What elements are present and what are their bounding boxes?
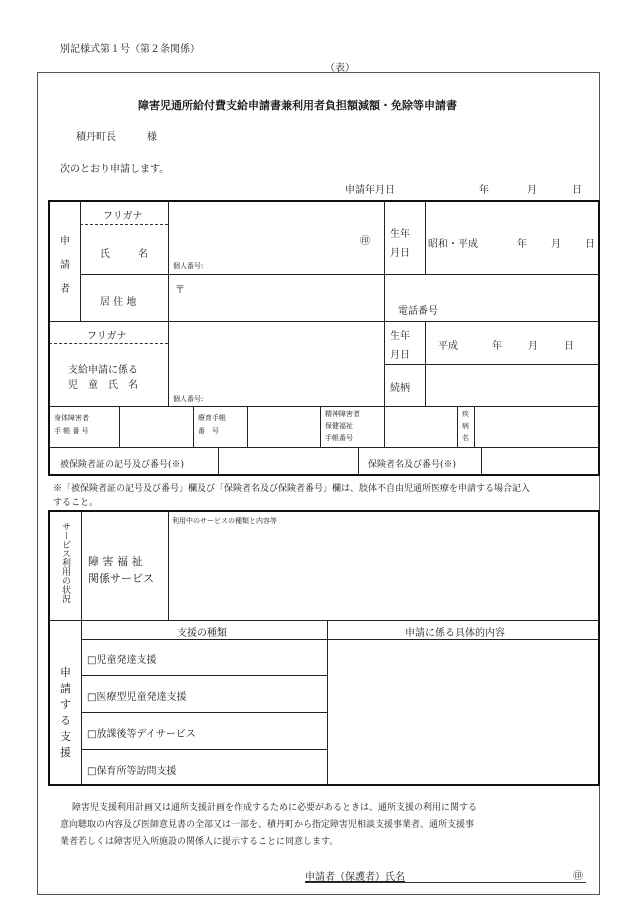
insurance-note-line-1: ※「被保険者証の記号及び番号」欄及び「保険者名及び保険者番号」欄は、肢体不自由児通所医療を申請する場合記入 [53,484,531,494]
child-birth-year: 年 [492,341,502,352]
service-category-1: 障 害 福 祉 [88,555,143,568]
form-id: 別記様式第１号（第２条関係） [60,44,200,55]
applicant-phone-label: 電話番号 [398,306,438,317]
child-name-label-2: 児 童 氏 名 [68,380,138,391]
postal-mark: 〒 [175,285,185,296]
disease-name-field[interactable] [475,407,599,447]
addressee-town: 積丹町長 [76,132,116,143]
consent-line-3: 業者若しくは障害児入所施設の関係人に提示することに同意します。 [60,837,339,847]
applicant-furigana-field[interactable] [168,201,384,224]
child-my-number-label: 個人番号: [173,395,204,403]
applicant-birth-label-1: 生年 [390,229,410,240]
applicant-char-3: 者 [60,284,70,295]
date-year: 年 [479,185,489,196]
applicant-address-label: 居 住 地 [100,297,137,308]
date-day: 日 [572,185,582,196]
consent-line-2: 意向聴取の内容及び医師意見書の全部又は一部を、積丹町から指定障害児相談支援事業者、通所支援事 [60,820,475,830]
insurer-field[interactable] [482,448,599,475]
applicant-name-label-2: 名 [138,249,148,260]
support-content-header: 申請に係る具体的内容 [405,628,505,639]
date-month: 月 [527,185,537,196]
signature-label: 申請者（保護者）氏名 [305,872,405,883]
insurer-label: 保険者名及び番号(※) [368,460,457,470]
physical-handbook-label-1: 身体障害者 [54,414,89,422]
service-status-label: サービス利用の状況 [60,522,70,603]
applicant-era: 昭和・平成 [428,239,478,250]
disease-char-1: 疾 [462,410,469,418]
insurance-card-label: 被保険者証の記号及び番号(※) [60,460,185,470]
service-content-field[interactable] [169,526,599,620]
signature-field[interactable] [420,864,570,882]
service-content-hint: 利用中のサービスの種類と内容等 [172,517,277,525]
consent-line-1: 障害児支援利用計画又は通所支援計画を作成するために必要があるときは、通所支援の利用に関する [72,803,478,813]
applicant-birth-month: 月 [551,239,561,250]
ryoiku-handbook-label-2: 番 号 [198,427,219,435]
mental-handbook-label-2: 保健福祉 [325,422,353,430]
mental-handbook-field[interactable] [385,407,457,447]
physical-handbook-field[interactable] [120,407,193,447]
child-era: 平成 [438,341,458,352]
ryoiku-handbook-field[interactable] [248,407,320,447]
support-side-label: 申請する支援 [60,666,71,759]
physical-handbook-label-2: 手 帳 番 号 [54,427,89,435]
child-name-label-1: 支給申請に係る [68,365,138,376]
signature-seal-mark: ㊞ [573,871,583,882]
support-item-4[interactable]: □保育所等訪問支援 [87,766,177,777]
insurance-note-line-2: すること。 [53,498,99,508]
applicant-my-number-label: 個人番号: [173,262,204,270]
applicant-birth-year: 年 [517,239,527,250]
child-relation-field[interactable] [425,365,599,406]
child-furigana-field[interactable] [168,322,384,343]
applicant-seal-mark: ㊞ [360,236,370,247]
form-title: 障害児通所給付費支給申請書兼利用者負担額減額・免除等申請書 [138,99,457,112]
child-birth-day: 日 [564,341,574,352]
ryoiku-handbook-label-1: 療育手帳 [198,414,226,422]
child-birth-label-2: 月日 [390,350,410,361]
support-content-field[interactable] [328,640,599,785]
disease-char-3: 名 [462,434,469,442]
addressee-sama: 様 [147,132,157,143]
support-item-1[interactable]: □児童発達支援 [87,655,157,666]
applicant-furigana-label: フリガナ [103,211,143,222]
service-category-2: 関係サービス [88,572,154,585]
child-relation-label: 続柄 [390,383,410,394]
applicant-address-field[interactable] [168,275,599,321]
applicant-birth-day: 日 [585,239,595,250]
applicant-char-1: 申 [60,236,70,247]
applicant-birth-label-2: 月日 [390,248,410,259]
applicant-name-label-1: 氏 [100,249,110,260]
insurance-card-field[interactable] [219,448,358,475]
child-birth-label-1: 生年 [390,331,410,342]
form-side: （表） [325,63,355,74]
intro-text: 次のとおり申請します。 [60,164,170,175]
applicant-char-2: 請 [60,260,70,271]
disease-char-2: 病 [462,422,469,430]
support-item-3[interactable]: □放課後等デイサービス [87,729,196,740]
support-type-header: 支援の種類 [177,628,227,639]
mental-handbook-label-1: 精神障害者 [325,410,360,418]
support-item-2[interactable]: □医療型児童発達支援 [87,692,187,703]
mental-handbook-label-3: 手帳番号 [325,434,353,442]
date-label: 申請年月日 [345,185,395,196]
child-birth-month: 月 [528,341,538,352]
child-furigana-label: フリガナ [87,331,127,342]
